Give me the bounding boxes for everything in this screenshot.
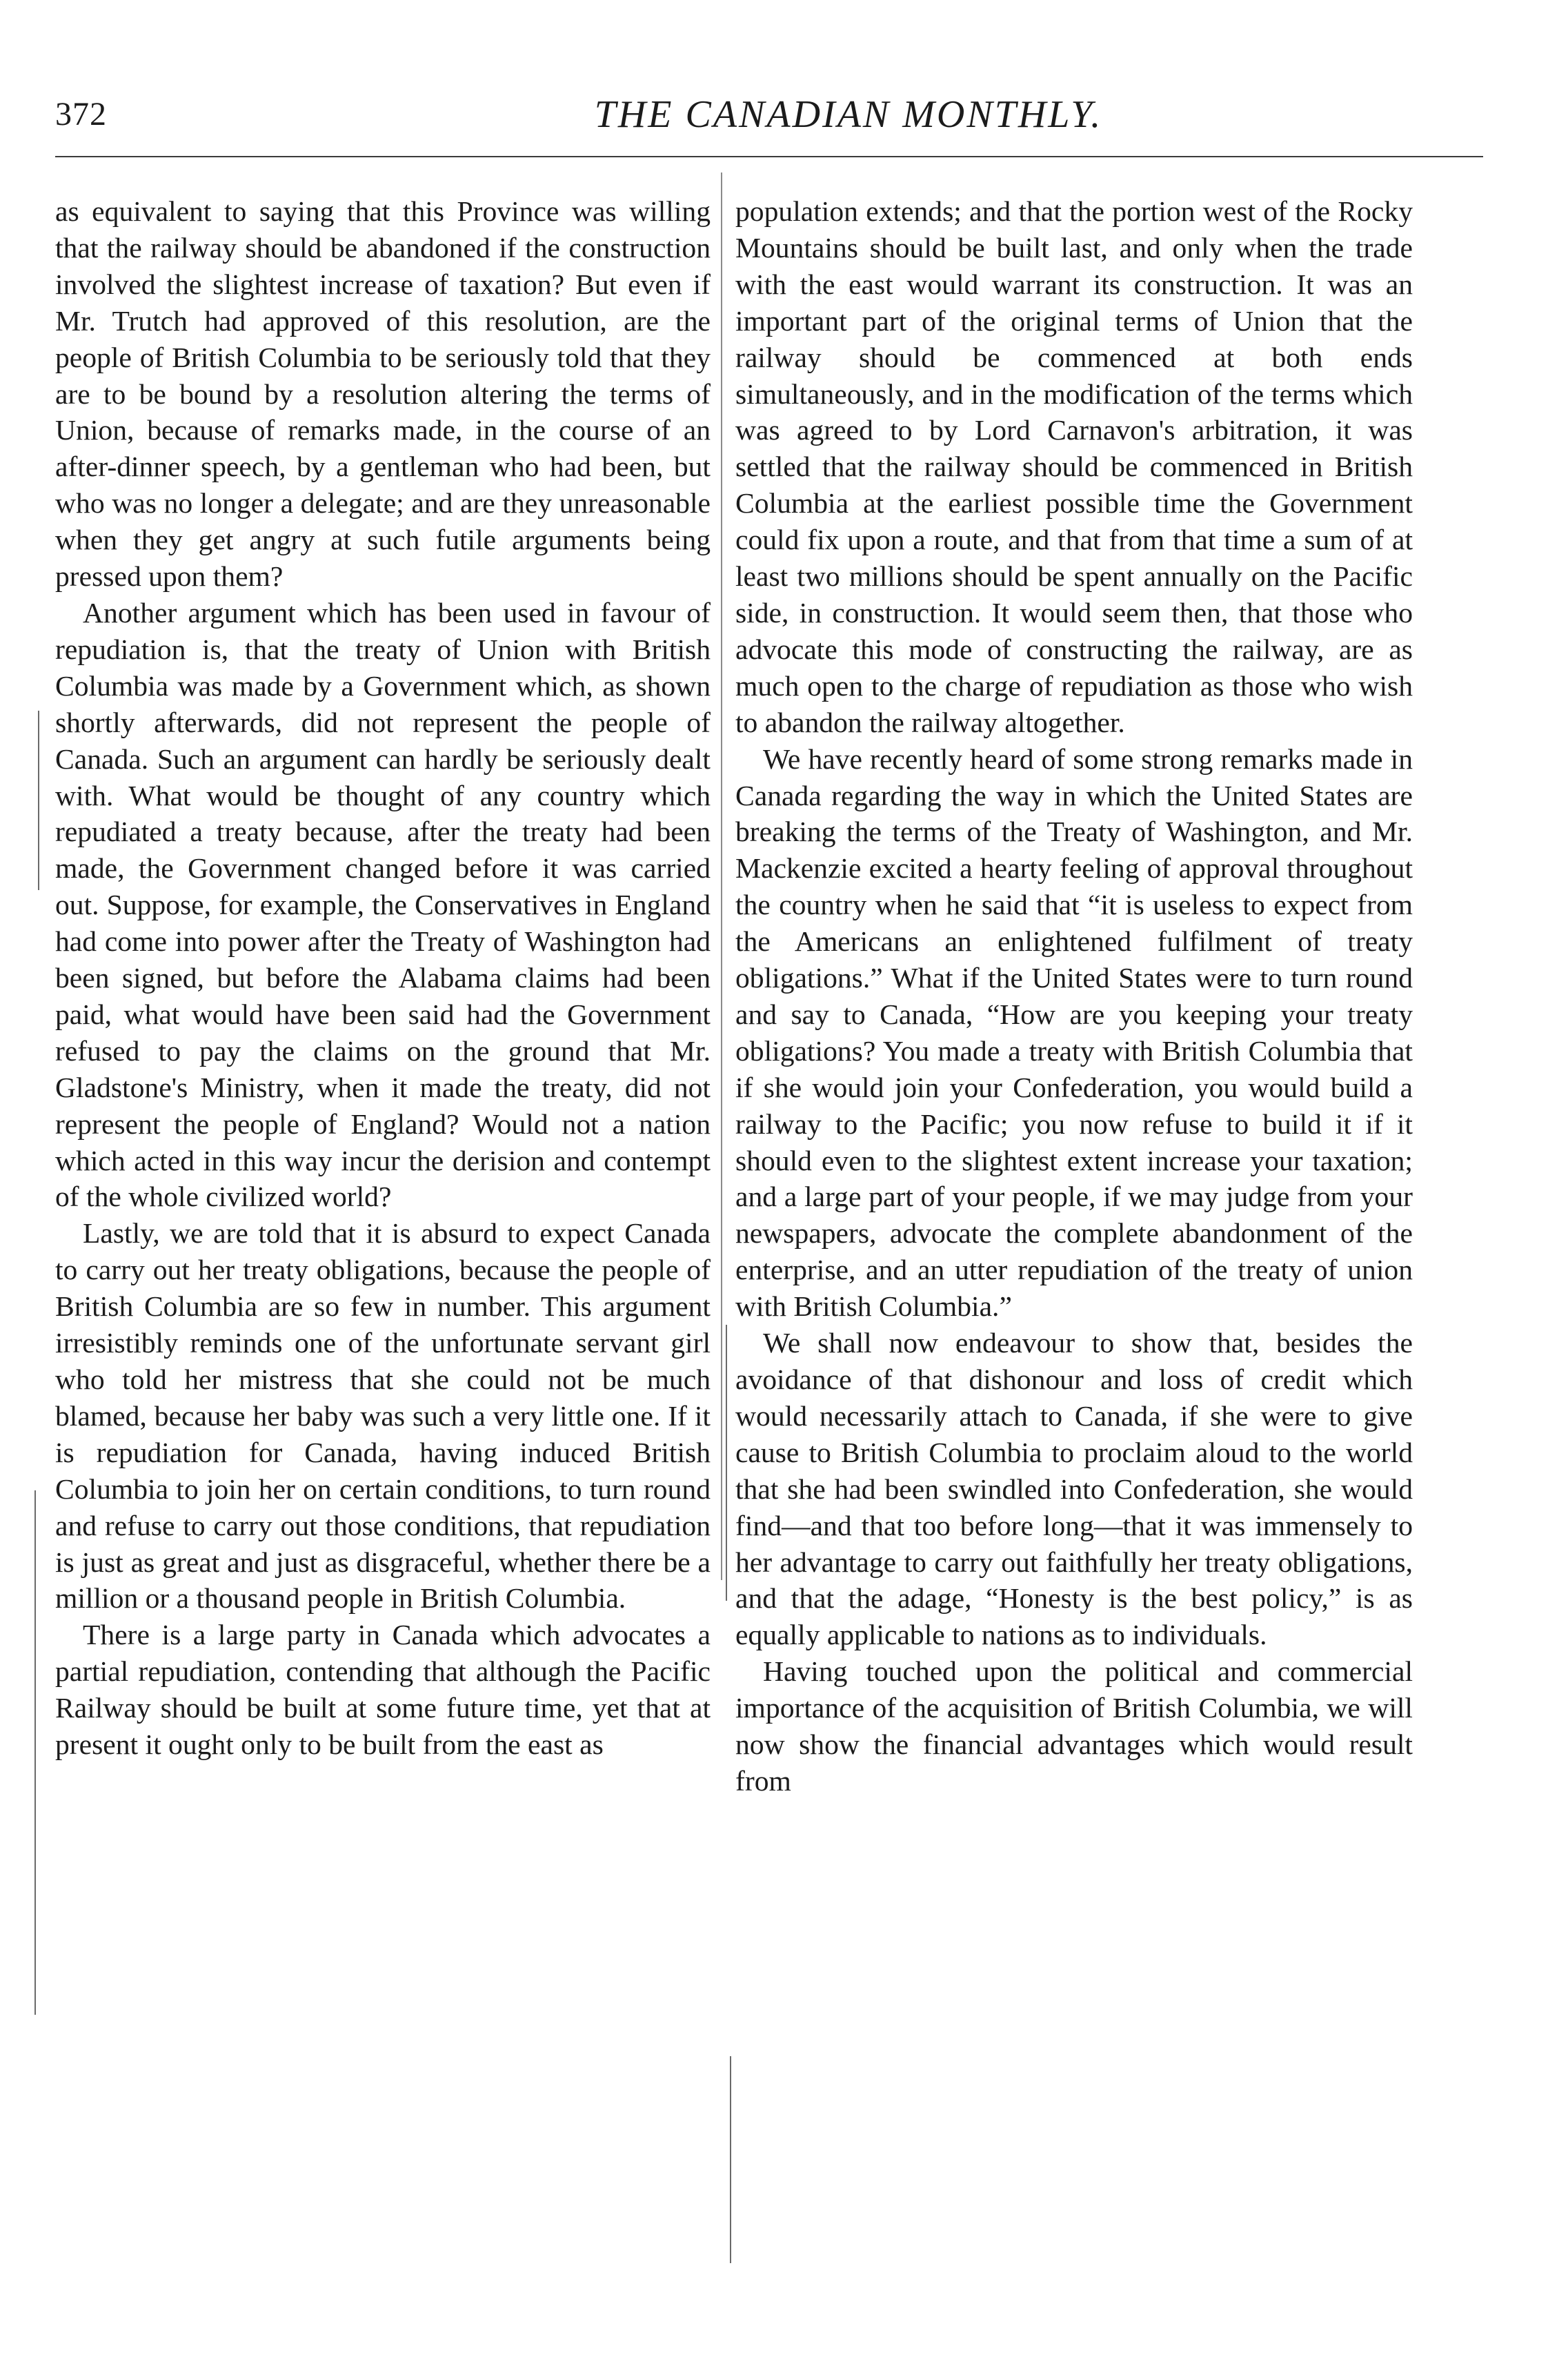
- left-paragraph-1: as equivalent to saying that this Province was willing that the railway should be abandoned if the construction involved the slightest increase of taxation? But even if Mr. Trutch had approved of this resolution, are the people of British Columbia to be seriously told that they are to be bound by a resolution altering the terms of Union, because of remarks made, in the course of an after-dinner speech, by a gentleman who had been, but who was no longer a delegate; and are they unreasonable when they get angry at such futile arguments being pressed upon them?: [55, 195, 711, 593]
- right-paragraph-4: Having touched upon the political and commercial importance of the acquisition of British Columbia, we will now show the financial advantages which would result from: [735, 1655, 1413, 1797]
- header-rule: [55, 156, 1483, 157]
- right-paragraph-2: We have recently heard of some strong remarks made in Canada regarding the way in which the United States are breaking the terms of the Treaty of Washington, and Mr. Mackenzie excited a hearty feeling of approval throughout the country when he said that “it is useless to expect from the Americans an enlightened fulfilment of treaty obligations.” What if the United States were to turn round and say to Canada, “How are you keeping your treaty obligations? You made a treaty with British Columbia that if she would join your Confederation, you would build a railway to the Pacific; you now refuse to build it if it should even to the slightest extent increase your taxation; and a large part of your people, if we may judge from your newspapers, advocate the complete abandonment of the enterprise, and an utter repudiation of the treaty of union with British Columbia.”: [735, 742, 1413, 1323]
- margin-bracket-right-lower: [730, 2056, 731, 2263]
- margin-bracket-left-lower: [34, 1490, 36, 2015]
- page-number: 372: [55, 96, 107, 132]
- left-paragraph-2: Another argument which has been used in favour of repudiation is, that the treaty of Union with British Columbia was made by a Government which, as shown shortly afterwards, did not represent the people of Canada. Such an argument can hardly be seriously dealt with. What would be thought of any country which repudiated a treaty because, after the treaty had been made, the Government changed before it was carried out. Suppose, for example, the Conservatives in England had come into power after the Treaty of Washington had been signed, but before the Alabama claims had been paid, what would have been said had the Government refused to pay the claims on the ground that Mr. Gladstone's Ministry, when it made the treaty, did not represent the people of England? Would not a nation which acted in this way incur the derision and contempt of the whole civilized world?: [55, 596, 711, 1213]
- margin-bracket-right-middle: [726, 1325, 727, 1601]
- column-divider: [721, 172, 722, 1580]
- running-title: THE CANADIAN MONTHLY.: [594, 93, 1103, 136]
- right-paragraph-1: population extends; and that the portion west of the Rocky Mountains should be built last, and only when the trade with the east would warrant its construction. It was an important part of the original terms of Union that the railway should be commenced at both ends simultaneously, and in the modification of the terms which was agreed to by Lord Carnavon's arbitration, it was settled that the railway should be commenced in British Columbia at the earliest possible time the Government could fix upon a route, and that from that time a sum of at least two millions should be spent annually on the Pacific side, in construction. It would seem then, that those who advocate this mode of constructing the railway, are as much open to the charge of repudiation as those who wish to abandon the railway altogether.: [735, 195, 1413, 738]
- left-paragraph-3: Lastly, we are told that it is absurd to expect Canada to carry out her treaty obligations, because the people of British Columbia are so few in number. This argument irresistibly reminds one of the unfortunate servant girl who told her mistress that she could not be much blamed, because her baby was such a very little one. If it is repudiation for Canada, having induced British Columbia to join her on certain conditions, to turn round and refuse to carry out those conditions, that repudiation is just as great and just as disgraceful, whether there be a million or a thousand people in British Columbia.: [55, 1217, 711, 1615]
- right-paragraph-3: We shall now endeavour to show that, besides the avoidance of that dishonour and loss of credit which would necessarily attach to Canada, if she were to give cause to British Columbia to proclaim aloud to the world that she had been swindled into Confederation, she would find—and that too before long—that it was immensely to her advantage to carry out faithfully her treaty obligations, and that the adage, “Honesty is the best policy,” is as equally applicable to nations as to individuals.: [735, 1327, 1413, 1651]
- margin-bracket-left-upper: [38, 711, 39, 890]
- right-column: [735, 193, 1413, 1799]
- left-column: [55, 193, 711, 1763]
- left-paragraph-4: There is a large party in Canada which advocates a partial repudiation, contending that although the Pacific Railway should be built at some future time, yet that at present it ought only to be built from the east as: [55, 1619, 711, 1761]
- page-header: [55, 88, 1476, 157]
